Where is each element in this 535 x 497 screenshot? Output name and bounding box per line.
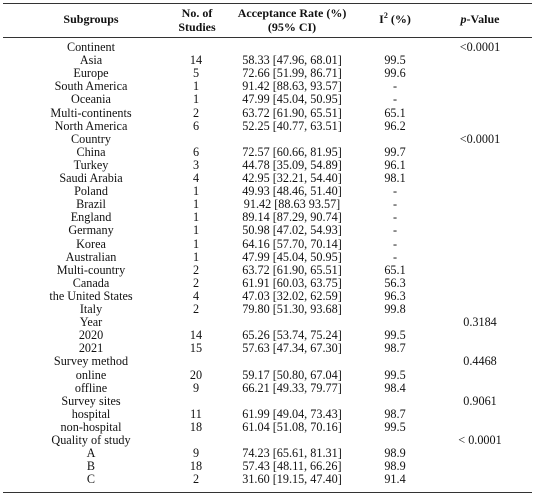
header-rate-line2: (95% CI) (267, 20, 317, 34)
acceptance-rate-cell: 57.43 [48.11, 66.26] (242, 459, 342, 474)
studies-cell: 5 (192, 66, 200, 81)
subgroup-cell: hospital (71, 406, 111, 421)
studies-cell: 9 (192, 446, 200, 461)
i2-cell: 96.3 (384, 288, 406, 303)
i2-cell: - (392, 210, 398, 225)
subgroup-cell: Canada (72, 275, 110, 290)
header-subgroups-text: Subgroups (63, 12, 119, 26)
studies-cell: 9 (192, 380, 200, 395)
table-row (3, 120, 532, 133)
subgroup-cell: Poland (74, 184, 108, 199)
header-studies (171, 6, 223, 34)
subgroup-cell: Oceania (71, 92, 111, 107)
i2-cell: - (392, 249, 398, 264)
studies-cell: 1 (192, 210, 200, 225)
acceptance-rate-cell: 44.78 [35.09, 54.89] (242, 157, 342, 172)
acceptance-rate-cell: 89.14 [87.29, 90.74] (242, 210, 342, 225)
acceptance-rate-cell: 65.26 [53.74, 75.24] (242, 328, 342, 343)
subgroup-cell: Multi-continents (50, 105, 132, 120)
acceptance-rate-cell: 61.99 [49.04, 73.43] (242, 406, 342, 421)
subgroup-cell: Asia (79, 53, 103, 68)
i2-cell: - (392, 79, 398, 94)
subgroup-cell: England (70, 210, 112, 225)
header-i2 (360, 12, 430, 26)
acceptance-rate-cell: 59.17 [50.80, 67.04] (242, 367, 342, 382)
table-row (3, 355, 532, 368)
header-studies-line2: Studies (178, 20, 216, 34)
i2-cell: - (392, 223, 398, 238)
subgroup-cell: the United States (49, 288, 133, 303)
acceptance-rate-cell: 47.99 [45.04, 50.95] (242, 249, 342, 264)
table-row (3, 251, 532, 264)
subgroup-cell: Quality of study (51, 433, 131, 447)
studies-cell: 1 (192, 184, 200, 199)
acceptance-rate-cell: 63.72 [61.90, 65.51] (242, 105, 342, 120)
subgroup-cell: Brazil (76, 197, 106, 212)
studies-cell: 18 (189, 459, 203, 474)
acceptance-rate-cell: 91.42 [88.63, 93.57] (242, 79, 342, 94)
i2-cell: 99.5 (384, 367, 406, 382)
acceptance-rate-cell: 58.33 [47.96, 68.01] (242, 53, 342, 68)
subgroup-cell: Survey method (53, 354, 129, 369)
table-row (3, 382, 532, 395)
studies-cell: 4 (192, 171, 200, 185)
acceptance-rate-cell: 72.57 [60.66, 81.95] (242, 144, 342, 159)
p-value-cell: 0.9061 (463, 393, 497, 408)
header-bottom-rule (3, 37, 532, 38)
table-row (3, 224, 532, 237)
studies-cell: 20 (189, 367, 203, 382)
acceptance-rate-cell: 47.03 [32.02, 62.59] (242, 288, 342, 303)
acceptance-rate-cell: 91.42 [88.63 93.57] (243, 197, 341, 212)
i2-cell: 98.1 (384, 171, 406, 185)
header-p-value (430, 12, 530, 26)
table-row (3, 146, 532, 159)
header-p-rest: -Value (466, 12, 500, 26)
subgroup-cell: Germany (68, 223, 114, 238)
i2-cell: 98.4 (384, 380, 406, 395)
acceptance-rate-cell: 61.91 [60.03, 63.75] (242, 275, 342, 290)
acceptance-rate-cell: 57.63 [47.34, 67.30] (242, 341, 342, 356)
acceptance-rate-cell: 79.80 [51.30, 93.68] (242, 302, 342, 316)
i2-cell: 99.5 (384, 328, 406, 343)
table-row (3, 133, 532, 146)
header-i2-unit: (%) (387, 12, 411, 26)
i2-cell: 56.3 (384, 275, 406, 290)
subgroup-cell: online (75, 367, 107, 382)
i2-cell: 65.1 (384, 262, 406, 277)
subgroup-cell: Europe (73, 66, 109, 81)
subgroup-cell: Turkey (73, 157, 109, 172)
subgroup-cell: B (86, 459, 96, 474)
i2-cell: 98.7 (384, 341, 406, 356)
studies-cell: 2 (192, 302, 200, 316)
i2-cell: 99.7 (384, 144, 406, 159)
acceptance-rate-cell: 47.99 [45.04, 50.95] (242, 92, 342, 107)
table-row (3, 408, 532, 421)
i2-cell: 96.2 (384, 118, 406, 133)
subgroup-cell: Korea (76, 236, 106, 251)
subgroup-cell: South America (54, 79, 128, 94)
subgroup-cell: offline (74, 380, 108, 395)
i2-cell: 98.9 (384, 446, 406, 461)
studies-cell: 18 (189, 419, 203, 434)
i2-cell: 91.4 (384, 472, 406, 487)
subgroup-cell: 2020 (78, 328, 104, 343)
p-value-cell: <0.0001 (459, 131, 501, 146)
studies-cell: 14 (189, 53, 203, 68)
table-row (3, 473, 532, 486)
table-row (3, 264, 532, 277)
acceptance-rate-cell: 64.16 [57.70, 70.14] (242, 236, 342, 251)
studies-cell: 11 (190, 406, 202, 421)
studies-cell: 1 (192, 223, 200, 238)
i2-cell: 65.1 (384, 105, 406, 120)
subgroup-cell: Italy (79, 302, 103, 316)
acceptance-rate-cell: 52.25 [40.77, 63.51] (242, 118, 342, 133)
acceptance-rate-cell: 61.04 [51.08, 70.16] (242, 419, 342, 434)
subgroup-cell: Saudi Arabia (59, 171, 123, 185)
subgroup-cell: Survey sites (61, 393, 121, 408)
i2-cell: 99.5 (384, 419, 406, 434)
i2-cell: 99.5 (384, 53, 406, 68)
studies-cell: 2 (192, 275, 200, 290)
p-value-cell: 0.3184 (463, 315, 497, 330)
studies-cell: 2 (192, 262, 200, 277)
table-row (3, 277, 532, 290)
studies-cell: 2 (192, 105, 200, 120)
studies-cell: 1 (192, 249, 200, 264)
i2-cell: 98.9 (384, 459, 406, 474)
acceptance-rate-cell: 49.93 [48.46, 51.40] (242, 184, 342, 199)
studies-cell: 4 (192, 288, 200, 303)
i2-cell: 99.8 (384, 302, 406, 316)
header-i2-sup: 2 (383, 11, 388, 20)
studies-cell: 1 (192, 236, 200, 251)
header-acceptance-rate (226, 6, 358, 34)
subgroup-cell: non-hospital (60, 419, 122, 434)
subgroup-cell: Year (79, 315, 103, 330)
subgroup-cell: Multi-country (56, 262, 126, 277)
subgroup-cell: China (76, 144, 106, 159)
studies-cell: 1 (192, 92, 200, 107)
p-value-cell: < 0.0001 (458, 433, 502, 447)
subgroup-cell: North America (54, 118, 128, 133)
table-row (3, 107, 532, 120)
table-bottom-rule (3, 492, 532, 493)
studies-cell: 6 (192, 144, 200, 159)
header-i2-base: I (379, 12, 384, 26)
studies-cell: 14 (189, 328, 203, 343)
acceptance-rate-cell: 50.98 [47.02, 54.93] (242, 223, 342, 238)
studies-cell: 15 (189, 341, 203, 356)
header-subgroups (11, 12, 171, 26)
studies-cell: 3 (192, 157, 200, 172)
subgroup-cell: A (86, 446, 96, 461)
table-top-rule (3, 3, 532, 4)
studies-cell: 1 (192, 79, 200, 94)
acceptance-rate-cell: 31.60 [19.15, 47.40] (242, 472, 342, 487)
acceptance-rate-cell: 66.21 [49.33, 79.77] (242, 380, 342, 395)
table-row (3, 369, 532, 382)
header-studies-line1: No. of (181, 6, 213, 20)
acceptance-rate-cell: 74.23 [65.61, 81.31] (242, 446, 342, 461)
acceptance-rate-cell: 63.72 [61.90, 65.51] (242, 262, 342, 277)
studies-cell: 1 (192, 197, 200, 212)
table-row (3, 238, 532, 251)
header-rate-line1: Acceptance Rate (%) (237, 6, 347, 20)
header-p-italic: p (460, 12, 467, 26)
acceptance-rate-cell: 42.95 [32.21, 54.40] (242, 171, 342, 185)
p-value-cell: 0.4468 (463, 354, 497, 369)
table-row (3, 93, 532, 106)
subgroup-cell: Country (71, 131, 111, 146)
studies-cell: 6 (192, 118, 200, 133)
subgroup-cell: Australian (65, 249, 117, 264)
i2-cell: - (392, 236, 398, 251)
subgroup-cell: 2021 (78, 341, 104, 356)
i2-cell: - (392, 184, 398, 199)
i2-cell: - (392, 197, 398, 212)
p-value-cell: <0.0001 (459, 40, 501, 54)
table-row (3, 395, 532, 408)
subgroup-cell: Continent (66, 40, 116, 54)
i2-cell: 98.7 (384, 406, 406, 421)
subgroup-cell: C (86, 472, 96, 487)
i2-cell: - (392, 92, 398, 107)
i2-cell: 99.6 (384, 66, 406, 81)
studies-cell: 2 (192, 472, 200, 487)
acceptance-rate-cell: 72.66 [51.99, 86.71] (242, 66, 342, 81)
i2-cell: 96.1 (384, 157, 406, 172)
